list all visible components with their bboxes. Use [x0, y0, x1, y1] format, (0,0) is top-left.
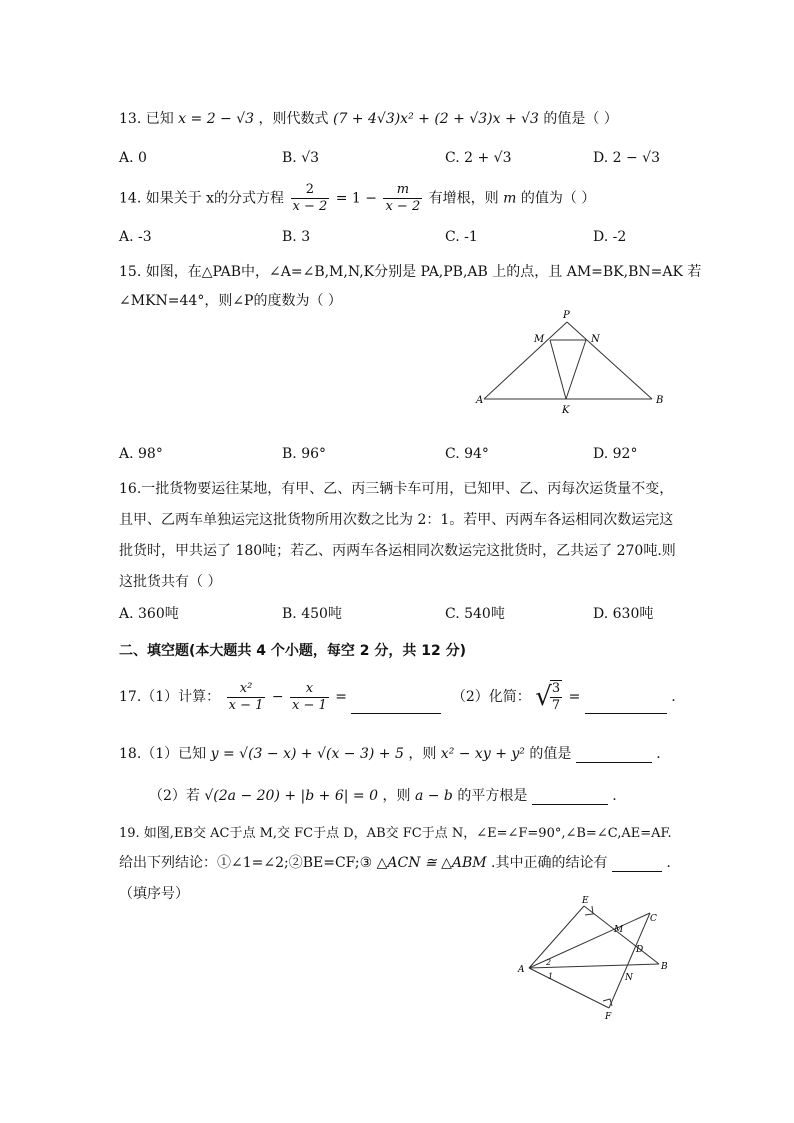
q17-sqrt-fraction: [550, 680, 562, 714]
q13-expression: (7 + 4√3)x² + (2 + √3)x + √3: [332, 111, 539, 127]
q17-f1-den: x − 1: [228, 697, 264, 713]
q14-var: m: [503, 190, 517, 207]
q15-edge-nk: [566, 340, 586, 399]
q13-option-d: D. 2 − √3: [593, 150, 660, 166]
q13-option-b: B. √3: [282, 150, 320, 166]
q15-line-2: ∠MKN=44°，则∠P的度数为（ ）: [119, 293, 342, 309]
section-2-title: 二、填空题(本大题共 4 个小题，每空 2 分，共 12 分): [119, 643, 467, 659]
q19-figure: [512, 893, 682, 1023]
q18-p1-mid: ，则: [408, 746, 437, 762]
question-14: [119, 182, 595, 215]
q17-sqrt-den: 7: [551, 698, 561, 713]
q15-edge-ap: [484, 322, 567, 399]
q17-fraction-2: [290, 681, 329, 714]
q19-label-b: B: [661, 962, 668, 972]
q17-sqrt-sign: √: [535, 682, 552, 712]
q14-frac1-den: x − 2: [292, 199, 328, 214]
q17-equals-2: =: [568, 689, 581, 705]
q18-p2-prefix: （2）若: [149, 788, 200, 804]
question-13: [119, 108, 618, 128]
q15-option-a: A. 98°: [119, 446, 163, 462]
q18-p1-prefix: 18.（1）已知: [119, 746, 207, 762]
q19-line-2: [119, 852, 671, 872]
q19-label-c: C: [650, 914, 657, 924]
q16-option-d: D. 630吨: [593, 606, 654, 622]
q13-prefix: 13. 已知: [119, 111, 174, 127]
q19-line2-b: △ACN ≅ △ABM: [376, 855, 487, 871]
q17-part1: 17.（1）计算：: [119, 689, 221, 705]
q17-blank-2[interactable]: [585, 697, 667, 714]
q19-label-a: A: [518, 965, 525, 975]
q19-label-f: F: [605, 1012, 612, 1022]
q19-label-d: D: [636, 945, 644, 955]
q15-label-p: P: [563, 310, 570, 321]
q16-line-3: 批货时，甲共运了 180吨；若乙、丙两车各运相同次数运完这批货时，乙共运了 270吨.则: [119, 543, 676, 559]
q15-line-1: 15. 如图，在△PAB中，∠A=∠B,M,N,K分别是 PA,PB,AB 上的点，且 AM=BK,BN=AK 若: [119, 264, 702, 280]
question-17: [119, 680, 676, 714]
q18-p2-suffix: 的平方根是: [457, 788, 528, 804]
q15-option-c: C. 94°: [445, 446, 489, 462]
q14-option-c: C. -1: [445, 229, 478, 245]
q13-option-c: C. 2 + √3: [445, 150, 512, 166]
q16-option-a: A. 360吨: [119, 606, 179, 622]
q15-edge-mk: [550, 340, 566, 399]
question-18-part-2: [149, 785, 617, 805]
q19-edge-af: [529, 968, 609, 1008]
q19-line2-c: .其中正确的结论有: [491, 855, 608, 871]
q17-f2-num: x: [290, 681, 329, 698]
q13-condition: x = 2 − √3: [178, 111, 255, 127]
q19-line-1: 19. 如图,EB交 AC于点 M,交 FC于点 D，AB交 FC于点 N，∠E=∠F=90°,∠B=∠C,AE=AF.: [119, 826, 672, 841]
q15-label-b: B: [656, 395, 664, 406]
q18-p1-expr2: x² − xy + y²: [440, 746, 525, 762]
q15-edge-pb: [567, 322, 652, 399]
q14-frac2-den: x − 2: [385, 199, 421, 214]
q17-f1-num: x²: [227, 681, 266, 698]
q19-edge-ae: [529, 906, 584, 968]
q19-edge-eb: [584, 906, 659, 964]
q17-blank-1[interactable]: [351, 697, 441, 714]
q19-blank[interactable]: [612, 855, 662, 872]
q18-end-1: .: [656, 746, 661, 762]
q14-prefix: 14. 如果关于 x的分式方程: [119, 190, 285, 207]
q17-minus: −: [271, 689, 284, 705]
q18-end-2: .: [612, 788, 617, 804]
q17-part2: （2）化简：: [451, 689, 531, 705]
q14-frac1-num: 2: [291, 182, 330, 199]
q16-line-4: 这批货共有（ ）: [119, 574, 222, 590]
question-18-part-1: [119, 743, 661, 763]
q14-fraction-1: [291, 182, 330, 215]
q16-line-2: 且甲、乙两车单独运完这批货物所用次数之比为 2：1。若甲、丙两车各运相同次数运完这: [119, 512, 674, 528]
q19-label-n: N: [625, 973, 633, 983]
q15-triangle-figure: [470, 305, 670, 420]
q15-label-a: A: [476, 395, 484, 406]
q17-sqrt-num: 3: [551, 681, 561, 696]
q18-p2-expr2: a − b: [414, 788, 453, 804]
q19-label-e: E: [582, 896, 589, 906]
q14-suffix2: 的值为（ ）: [520, 190, 596, 207]
q14-option-b: B. 3: [282, 229, 311, 245]
q18-p1-expr: y = √(3 − x) + √(x − 3) + 5: [210, 746, 404, 762]
q14-fraction-2: [383, 182, 422, 215]
q19-line-3: （填序号）: [119, 886, 189, 902]
q15-label-k: K: [562, 405, 570, 416]
q13-suffix: 的值是（ ）: [543, 111, 618, 127]
q18-blank-1[interactable]: [576, 746, 652, 763]
q13-option-a: A. 0: [119, 150, 147, 166]
q18-p2-expr: √(2a − 20) + |b + 6| = 0: [204, 788, 379, 804]
q18-p1-suffix: 的值是: [529, 746, 572, 762]
q14-eq: = 1 −: [335, 190, 378, 207]
q18-p2-mid: ，则: [382, 788, 411, 804]
q19-label-angle-2: 2: [546, 958, 552, 967]
q17-end: .: [671, 689, 676, 705]
q17-f2-den: x − 1: [292, 697, 327, 713]
q16-line-1: 16.一批货物要运往某地，有甲、乙、丙三辆卡车可用，已知甲、乙、丙每次运货量不变，: [119, 481, 674, 497]
q17-fraction-1: [227, 681, 266, 714]
q14-option-a: A. -3: [119, 229, 152, 245]
q14-option-d: D. -2: [593, 229, 627, 245]
q18-blank-2[interactable]: [532, 788, 608, 805]
q15-label-n: N: [591, 334, 600, 345]
q14-suffix: 有增根，则: [428, 190, 499, 207]
q16-option-c: C. 540吨: [445, 606, 505, 622]
q14-frac2-num: m: [383, 182, 422, 199]
q15-option-b: B. 96°: [282, 446, 327, 462]
q17-equals: =: [335, 689, 347, 705]
q19-label-m: M: [614, 925, 624, 935]
q19-line2-end: .: [666, 855, 671, 871]
q19-line2-a: 给出下列结论：①∠1=∠2;②BE=CF;③: [119, 855, 373, 871]
q16-option-b: B. 450吨: [282, 606, 342, 622]
q15-option-d: D. 92°: [593, 446, 638, 462]
q19-label-angle-1: 1: [548, 972, 554, 981]
q13-mid: ，则代数式: [258, 111, 329, 127]
q15-label-m: M: [534, 334, 545, 345]
